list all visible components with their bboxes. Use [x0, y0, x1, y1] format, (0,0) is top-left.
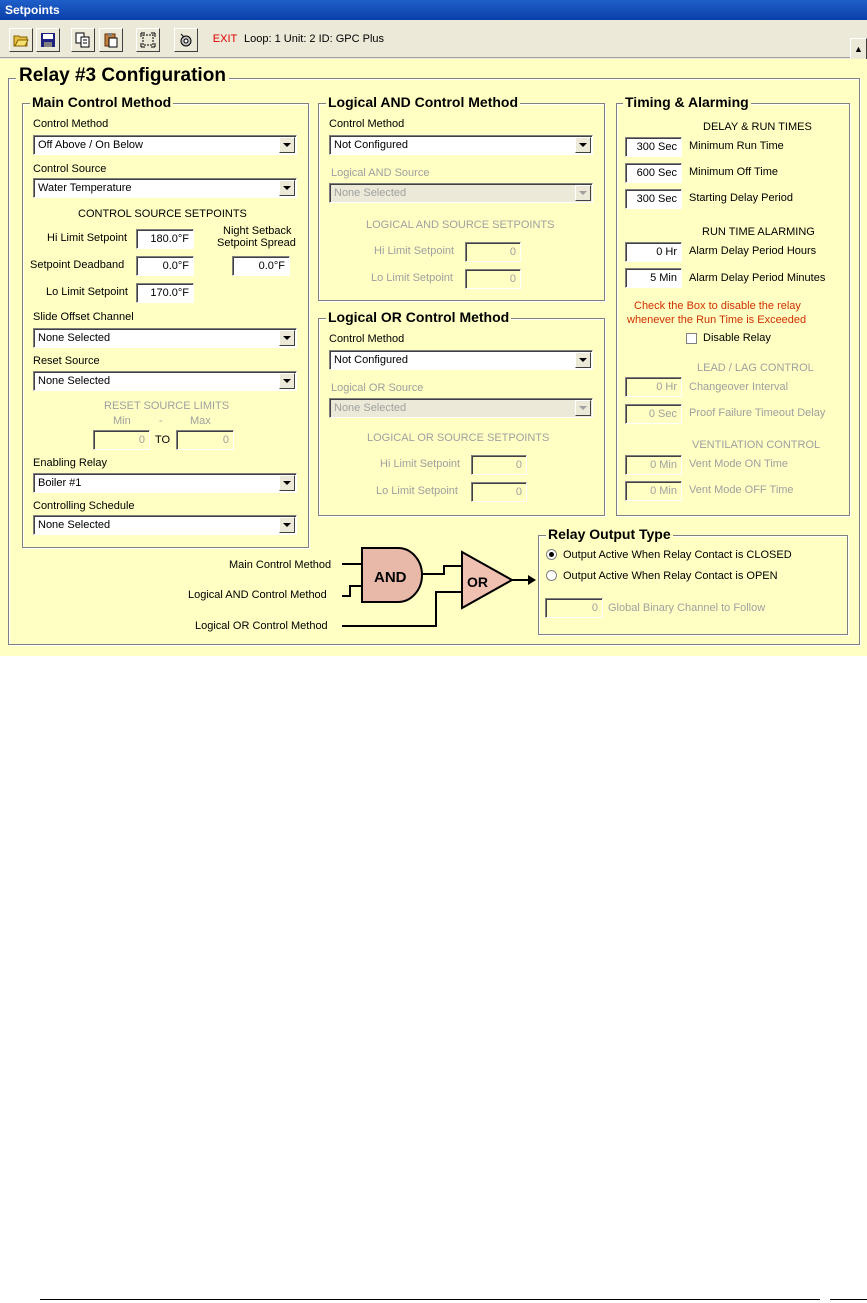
deadband-field[interactable]: 0.0°F	[136, 256, 194, 276]
and-control-method-value: Not Configured	[334, 139, 408, 151]
alarm-hours-label: Alarm Delay Period Hours	[689, 245, 817, 257]
and-lo-field[interactable]: 0	[465, 269, 521, 289]
and-source-label: Logical AND Source	[331, 167, 430, 179]
warning-line-2: whenever the Run Time is Exceeded	[627, 314, 807, 326]
vent-header: VENTILATION CONTROL	[692, 439, 821, 451]
min-run-field[interactable]: 300 Sec	[625, 137, 682, 157]
output-open-label: Output Active When Relay Contact is OPEN	[563, 570, 778, 582]
diagram-and-label: Logical AND Control Method	[188, 589, 327, 601]
page-bottom-rule	[40, 1299, 820, 1300]
or-source-label: Logical OR Source	[331, 382, 424, 394]
and-setpoints-header: LOGICAL AND SOURCE SETPOINTS	[366, 219, 555, 231]
max-label: Max	[190, 415, 211, 427]
hi-limit-field[interactable]: 180.0°F	[136, 229, 194, 249]
or-hi-label: Hi Limit Setpoint	[380, 458, 461, 470]
control-source-value: Water Temperature	[38, 182, 132, 194]
main-control-title: Main Control Method	[32, 94, 172, 110]
delay-header: DELAY & RUN TIMES	[703, 121, 812, 133]
or-gate-label: OR	[467, 574, 488, 590]
scroll-up-button[interactable]: ▲	[850, 38, 867, 60]
and-lo-label: Lo Limit Setpoint	[371, 272, 453, 284]
reset-max-field[interactable]: 0	[176, 430, 234, 450]
global-binary-label: Global Binary Channel to Follow	[608, 602, 766, 614]
disable-relay-label: Disable Relay	[703, 332, 771, 344]
slide-offset-label: Slide Offset Channel	[33, 311, 134, 323]
slide-offset-value: None Selected	[38, 332, 111, 344]
exit-button[interactable]: EXIT	[212, 33, 238, 45]
control-source-label: Control Source	[33, 163, 107, 175]
night-setback-field[interactable]: 0.0°F	[232, 256, 290, 276]
lo-limit-label: Lo Limit Setpoint	[46, 286, 128, 298]
page-bottom-rule-right	[830, 1299, 867, 1300]
min-run-label: Minimum Run Time	[689, 140, 784, 152]
lo-limit-field[interactable]: 170.0°F	[136, 283, 194, 303]
night-setback-label: Night Setback	[223, 225, 292, 237]
global-binary-field[interactable]: 0	[545, 598, 603, 618]
logical-and-title: Logical AND Control Method	[328, 94, 519, 110]
deadband-label: Setpoint Deadband	[30, 259, 125, 271]
min-off-label: Minimum Off Time	[689, 166, 779, 178]
output-closed-label: Output Active When Relay Contact is CLOSED	[563, 549, 792, 561]
min-off-field[interactable]: 600 Sec	[625, 163, 682, 183]
to-label: TO	[155, 434, 171, 446]
or-control-method-value: Not Configured	[334, 354, 408, 366]
relay-output-title: Relay Output Type	[548, 526, 671, 542]
window-title: Setpoints	[0, 0, 867, 20]
start-delay-label: Starting Delay Period	[689, 192, 793, 204]
leadlag-header: LEAD / LAG CONTROL	[697, 362, 814, 374]
changeover-label: Changeover Interval	[689, 381, 789, 393]
or-setpoints-header: LOGICAL OR SOURCE SETPOINTS	[367, 432, 550, 444]
dash-label: -	[159, 415, 163, 427]
control-method-label: Control Method	[33, 118, 109, 130]
alarm-header: RUN TIME ALARMING	[702, 226, 815, 238]
arrow-icon	[528, 575, 536, 585]
controlling-schedule-value: None Selected	[38, 519, 111, 531]
and-gate-label: AND	[374, 569, 407, 586]
vent-on-label: Vent Mode ON Time	[689, 458, 789, 470]
start-delay-field[interactable]: 300 Sec	[625, 189, 682, 209]
vent-off-field[interactable]: 0 Min	[625, 481, 682, 501]
page-title: Relay #3 Configuration	[16, 65, 229, 87]
proof-field[interactable]: 0 Sec	[625, 404, 682, 424]
timing-title: Timing & Alarming	[625, 94, 749, 110]
vent-off-label: Vent Mode OFF Time	[689, 484, 794, 496]
enabling-relay-label: Enabling Relay	[33, 457, 107, 469]
or-hi-field[interactable]: 0	[471, 455, 527, 475]
loop-unit-info: Loop: 1 Unit: 2 ID: GPC Plus	[244, 33, 385, 45]
and-to-or-wire	[422, 566, 463, 574]
control-method-value: Off Above / On Below	[38, 139, 143, 151]
and-hi-field[interactable]: 0	[465, 242, 521, 262]
reset-source-value: None Selected	[38, 375, 111, 387]
or-lo-field[interactable]: 0	[471, 482, 527, 502]
alarm-minutes-field[interactable]: 5 Min	[625, 268, 682, 288]
controlling-schedule-label: Controlling Schedule	[33, 500, 135, 512]
reset-source-label: Reset Source	[33, 355, 100, 367]
changeover-field[interactable]: 0 Hr	[625, 377, 682, 397]
setpoint-spread-label: Setpoint Spread	[217, 237, 296, 249]
alarm-minutes-label: Alarm Delay Period Minutes	[689, 272, 826, 284]
and-hi-label: Hi Limit Setpoint	[374, 245, 455, 257]
reset-limits-header: RESET SOURCE LIMITS	[104, 400, 230, 412]
and-control-method-label: Control Method	[329, 118, 405, 130]
vent-on-field[interactable]: 0 Min	[625, 455, 682, 475]
or-lo-label: Lo Limit Setpoint	[376, 485, 458, 497]
and-wire	[342, 586, 362, 596]
diagram-or-label: Logical OR Control Method	[195, 620, 328, 632]
reset-min-field[interactable]: 0	[93, 430, 150, 450]
alarm-hours-field[interactable]: 0 Hr	[625, 242, 682, 262]
or-control-method-label: Control Method	[329, 333, 405, 345]
warning-line-1: Check the Box to disable the relay	[634, 300, 801, 312]
min-label: Min	[113, 415, 131, 427]
proof-label: Proof Failure Timeout Delay	[689, 407, 826, 419]
enabling-relay-value: Boiler #1	[38, 477, 82, 489]
diagram-main-label: Main Control Method	[229, 559, 332, 571]
setpoints-header: CONTROL SOURCE SETPOINTS	[78, 208, 247, 220]
or-source-value: None Selected	[334, 402, 407, 414]
and-source-value: None Selected	[334, 187, 407, 199]
hi-limit-label: Hi Limit Setpoint	[47, 232, 128, 244]
logical-or-title: Logical OR Control Method	[328, 309, 510, 325]
